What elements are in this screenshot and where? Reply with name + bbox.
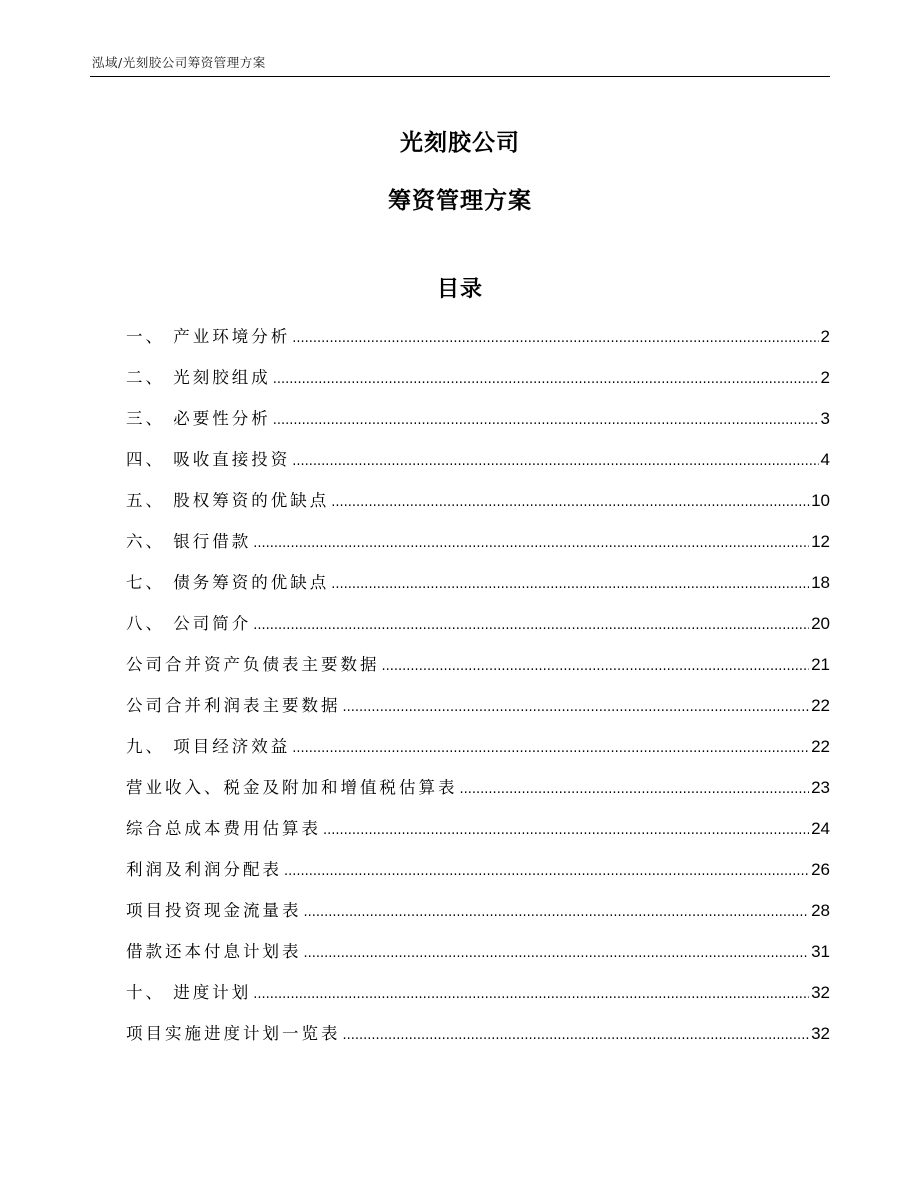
toc-dot-leader <box>253 529 809 559</box>
header-divider <box>90 76 830 77</box>
toc-entry-label: 九、 项目经济效益 <box>126 737 291 756</box>
toc-entry-page: 32 <box>811 1024 830 1043</box>
toc-entry[interactable] <box>126 486 830 527</box>
toc-entry-label: 六、 银行借款 <box>126 532 252 551</box>
toc-dot-leader <box>343 1021 810 1051</box>
toc-entry-page: 24 <box>811 819 830 838</box>
toc-entry[interactable] <box>126 363 830 404</box>
toc-entry-label: 借款还本付息计划表 <box>126 942 302 961</box>
toc-dot-leader <box>304 898 810 928</box>
toc-dot-leader <box>292 324 818 354</box>
toc-entry-page: 12 <box>811 532 830 551</box>
toc-entry-page: 28 <box>811 901 830 920</box>
toc-entry[interactable] <box>126 814 830 855</box>
toc-dot-leader <box>253 611 809 641</box>
toc-dot-leader <box>331 488 809 518</box>
toc-entry-page: 20 <box>811 614 830 633</box>
toc-entry[interactable] <box>126 650 830 691</box>
toc-dot-leader <box>343 693 810 723</box>
toc-entry-page: 31 <box>811 942 830 961</box>
toc-entry-label: 二、 光刻胶组成 <box>126 368 271 387</box>
toc-dot-leader <box>460 775 810 805</box>
toc-entry-page: 3 <box>820 409 830 428</box>
toc-entry[interactable] <box>126 568 830 609</box>
toc-entry-label: 项目实施进度计划一览表 <box>126 1024 341 1043</box>
toc-entry-label: 三、 必要性分析 <box>126 409 271 428</box>
toc-dot-leader <box>292 447 818 477</box>
toc-entry[interactable] <box>126 445 830 486</box>
toc-entry-page: 18 <box>811 573 830 592</box>
toc-dot-leader <box>253 980 809 1010</box>
toc-entry-page: 10 <box>811 491 830 510</box>
toc-entry[interactable] <box>126 732 830 773</box>
toc-entry[interactable] <box>126 322 830 363</box>
toc-entry-label: 五、 股权筹资的优缺点 <box>126 491 330 510</box>
toc-entry-page: 22 <box>811 696 830 715</box>
toc-dot-leader <box>292 734 809 764</box>
toc-dot-leader <box>331 570 809 600</box>
toc-entry[interactable] <box>126 691 830 732</box>
document-title-company: 光刻胶公司 <box>400 130 520 156</box>
toc-entry-page: 2 <box>820 327 830 346</box>
toc-entry[interactable] <box>126 896 830 937</box>
toc-entry-label: 十、 进度计划 <box>126 983 252 1002</box>
toc-entry-page: 22 <box>811 737 830 756</box>
toc-entry-page: 26 <box>811 860 830 879</box>
toc-entry-label: 四、 吸收直接投资 <box>126 450 291 469</box>
toc-entry-page: 21 <box>811 655 830 674</box>
document-title-plan: 筹资管理方案 <box>388 188 532 214</box>
toc-entry[interactable] <box>126 855 830 896</box>
table-of-contents <box>126 322 830 1060</box>
toc-entry-label: 一、 产业环境分析 <box>126 327 291 346</box>
toc-entry[interactable] <box>126 1019 830 1060</box>
toc-entry-page: 32 <box>811 983 830 1002</box>
toc-entry-label: 综合总成本费用估算表 <box>126 819 321 838</box>
toc-entry[interactable] <box>126 978 830 1019</box>
toc-entry-label: 公司合并利润表主要数据 <box>126 696 341 715</box>
toc-entry-label: 利润及利润分配表 <box>126 860 282 879</box>
toc-entry[interactable] <box>126 773 830 814</box>
toc-entry-label: 项目投资现金流量表 <box>126 901 302 920</box>
toc-dot-leader <box>382 652 810 682</box>
toc-entry-page: 4 <box>820 450 830 469</box>
running-header: 泓域/光刻胶公司筹资管理方案 <box>92 55 266 70</box>
toc-entry-page: 23 <box>811 778 830 797</box>
toc-dot-leader <box>304 939 810 969</box>
toc-dot-leader <box>284 857 809 887</box>
toc-heading: 目录 <box>436 277 483 302</box>
toc-entry[interactable] <box>126 404 830 445</box>
toc-entry-page: 2 <box>820 368 830 387</box>
toc-entry-label: 八、 公司简介 <box>126 614 252 633</box>
toc-dot-leader <box>323 816 809 846</box>
toc-entry-label: 七、 债务筹资的优缺点 <box>126 573 330 592</box>
toc-dot-leader <box>273 365 819 395</box>
toc-dot-leader <box>273 406 819 436</box>
toc-entry-label: 营业收入、税金及附加和增值税估算表 <box>126 778 458 797</box>
toc-entry[interactable] <box>126 937 830 978</box>
toc-entry[interactable] <box>126 609 830 650</box>
toc-entry[interactable] <box>126 527 830 568</box>
toc-entry-label: 公司合并资产负债表主要数据 <box>126 655 380 674</box>
